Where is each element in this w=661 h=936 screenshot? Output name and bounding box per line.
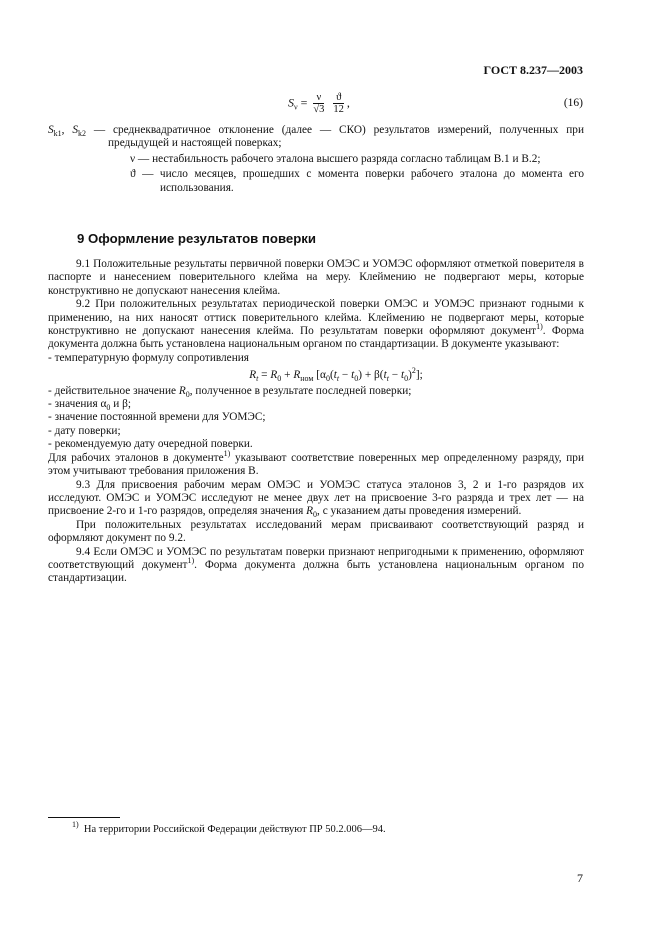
paragraph-text: . Форма документа должна быть установлена национальным органом по стандартизации. В документе указывают: [48, 325, 584, 351]
separator: , [61, 124, 73, 136]
paragraph-9-3-cont: При положительных результатах исследований мерам присваивают соответствующий разряд и оформляют документ по 9.2. [48, 518, 584, 545]
formula-comma: , [346, 95, 350, 110]
definition-dash: — [135, 152, 153, 165]
formula-subscript: t [336, 374, 340, 384]
formula-subscript: 0 [185, 389, 190, 399]
definition-text: нестабильность рабочего эталона высшего разряда согласно таблицам В.1 и В.2; [152, 152, 541, 165]
paragraph-text: 9.4 Если ОМЭС и УОМЭС по результатам поверки признают непригодными к применению, оформляют соответствующий документ [48, 545, 584, 571]
formula-subscript: 0 [325, 374, 330, 384]
formula-subscript: ν [294, 102, 298, 112]
footnote-mark: 1) [536, 322, 543, 332]
fraction-numerator: ν [313, 92, 324, 104]
formula-text: = [258, 369, 271, 382]
formula-subscript: 0 [106, 403, 111, 413]
formula-text: − [388, 369, 401, 382]
formula-subscript: ном [300, 374, 314, 384]
formula-symbol: S [288, 95, 294, 110]
footnote-divider [48, 817, 120, 818]
formula-symbol: t [351, 369, 355, 382]
paragraph-requirements [48, 448, 584, 479]
fraction-numerator: ϑ [333, 92, 344, 104]
definition-symbol: S [72, 124, 78, 136]
paragraph-text: 9.2 При положительных результатах периодической поверки ОМЭС и УОМЭС признают годными к применению, на них наносят оттиск поверительного клейма. Клеймению не подвергают меры, которые конструктивно не допускают нанесения клейма. По результатам поверки оформляют документ [48, 298, 584, 338]
formula-symbol: R [249, 369, 257, 382]
formula-symbol: t [383, 369, 387, 382]
symbol-subscript: k1 [53, 129, 62, 138]
fraction-denominator: 12 [333, 104, 344, 115]
formula-text: ]; [415, 369, 423, 382]
list-item: - рекомендуемую дату очередной поверки. [48, 438, 584, 451]
document-header: ГОСТ 8.237—2003 [483, 63, 583, 77]
paragraph-text: , с указанием даты проведения измерений. [317, 505, 522, 518]
page-number: 7 [577, 871, 583, 885]
fraction-1 [313, 92, 324, 115]
definition-symbol: ν [130, 152, 136, 165]
list-item: - значение постоянной времени для УОМЭС; [48, 411, 584, 424]
formula-subscript: 0 [404, 374, 409, 384]
definition-item [48, 153, 584, 166]
formula-subscript: 0 [277, 374, 282, 384]
formula-text: − [339, 369, 352, 382]
footnote-mark: 1) [223, 448, 231, 458]
formula-symbol: R [270, 369, 278, 382]
formula-text: ) + β( [358, 369, 384, 382]
list-item [48, 398, 584, 411]
definition-symbol: S [48, 124, 54, 136]
fraction-denominator: √3 [313, 104, 325, 115]
formula-subscript: t [386, 374, 389, 384]
footnote-mark: 1) [72, 820, 79, 829]
list-text: значения α [54, 398, 107, 411]
definition-text: число месяцев, прошедших с момента поверки рабочего эталона до момента его использования. [159, 168, 584, 194]
footnote-mark: 1) [187, 555, 195, 565]
formula-subscript: 0 [354, 374, 359, 384]
formula-text: + [281, 369, 294, 382]
paragraph-9-1: 9.1 Положительные результаты первичной поверки ОМЭС и УОМЭС оформляют отметкой поверителя в паспорте и нанесением поверительного клейма на меру. Клеймению не подвергают меры, которые конструктивно не допускают нанесения клейма. [48, 258, 584, 297]
definition-dash: — [135, 168, 160, 181]
list-item: - дату поверки; [48, 425, 584, 438]
list-item: - температурную формулу сопротивления [48, 352, 584, 365]
formula-superscript: 2 [411, 366, 416, 376]
section-title: 9 Оформление результатов поверки [77, 231, 316, 246]
section-body [48, 258, 584, 586]
symbol-subscript: k2 [78, 129, 86, 138]
paragraph-text: Для рабочих эталонов в документе [48, 451, 224, 464]
formula-symbol: R [306, 505, 314, 518]
formula-text: ) [408, 369, 412, 382]
footnote [72, 820, 386, 836]
formula-text: [α [313, 369, 326, 382]
formula-subscript: t [256, 374, 259, 384]
list-item [48, 385, 584, 398]
definition-item [48, 124, 584, 151]
paragraph-text: . Форма документа должна быть установлена национальным органом по стандартизации. [48, 558, 584, 585]
resistance-formula [88, 366, 584, 384]
paragraph-9-2 [48, 298, 584, 352]
formula-symbol: t [400, 369, 405, 382]
formula-symbol: t [333, 369, 337, 382]
paragraph-9-4 [48, 546, 584, 586]
definitions-list [48, 124, 584, 197]
formula-symbol: R [293, 369, 301, 382]
formula-symbol: R [178, 384, 186, 397]
footnote-text: На территории Российской Федерации действуют ПР 50.2.006—94. [83, 824, 386, 835]
paragraph-9-3 [48, 479, 584, 519]
definition-text: среднеквадратичное отклонение (далее — СКО) результатов измерений, полученных при предыдущей и настоящей поверках; [108, 124, 585, 150]
list-text: , полученное в результате последней поверки; [189, 384, 412, 397]
formula-equals: = [300, 95, 308, 110]
list-text: действительное значение [54, 384, 179, 397]
fraction-2 [333, 92, 344, 115]
equation-number: (16) [563, 97, 583, 109]
definition-dash: — [86, 124, 114, 136]
definition-item [48, 168, 584, 195]
formula-subscript: 0 [313, 510, 318, 520]
formula-16 [288, 92, 350, 115]
paragraph-text: указывают соответствие поверенных мер определенному разряду, при этом учитывают требования приложения В. [48, 451, 584, 478]
formula-text: ( [329, 369, 334, 382]
paragraph-text: 9.3 Для присвоения рабочим мерам ОМЭС и УОМЭС статуса эталонов 3, 2 и 1-го разрядов их исследуют. ОМЭС и УОМЭС исследуют не менее двух лет на присвоение 3-го разряда и трех лет — на присвоение 2-го и 1-го разрядов, определяя значения [48, 478, 584, 518]
list-text: и β; [110, 398, 131, 411]
definition-symbol: ϑ [130, 168, 136, 181]
